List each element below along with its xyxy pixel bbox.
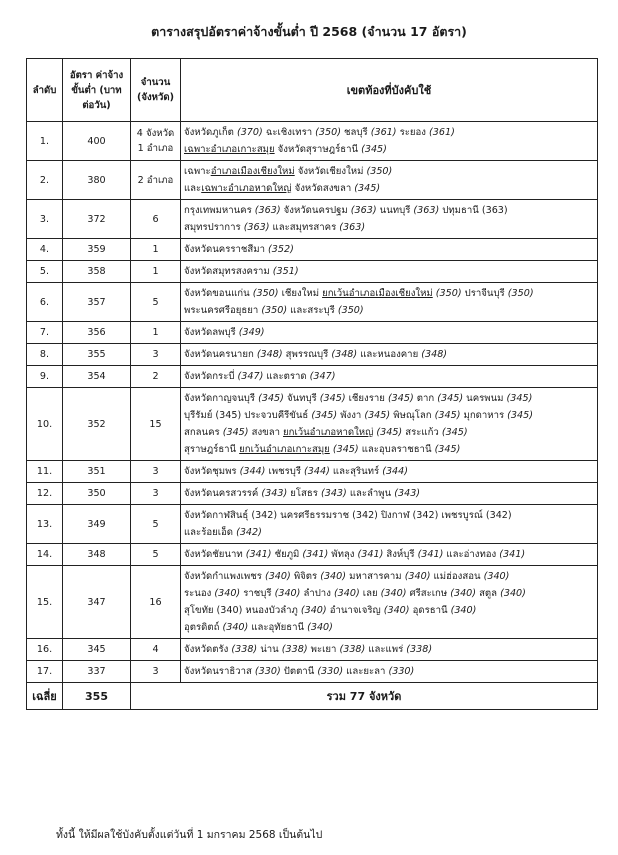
row-area	[181, 366, 598, 388]
area-text: ตาก	[413, 393, 438, 404]
area-line	[184, 302, 594, 319]
row-order: 8.	[27, 344, 63, 366]
area-text: อุดรธานี	[409, 605, 451, 616]
row-province-count: 3	[131, 483, 181, 505]
area-line	[184, 180, 594, 197]
old-rate-text: (345)	[376, 427, 403, 438]
row-order: 2.	[27, 161, 63, 200]
area-text: และอ่างทอง	[443, 549, 500, 560]
area-text: พระนครศรีอยุธยา	[184, 305, 262, 316]
area-text: ชัยภูมิ	[271, 549, 303, 560]
area-text: ระนอง	[184, 588, 215, 599]
row-area	[181, 483, 598, 505]
row-province-count: 2 อำเภอ	[131, 161, 181, 200]
area-text: ระยอง	[396, 127, 430, 138]
area-line	[184, 663, 594, 680]
old-rate-text: (363)	[243, 222, 270, 233]
row-area	[181, 461, 598, 483]
area-line	[184, 485, 594, 502]
row-area	[181, 661, 598, 683]
old-rate-text: (350)	[315, 127, 341, 138]
row-rate: 400	[63, 122, 131, 161]
area-text: พะเยา	[307, 644, 340, 655]
table-row	[27, 200, 598, 239]
area-text: สุราษฎร์ธานี	[184, 444, 240, 455]
area-text: สุโขทัย (340) หนองบัวลำภู	[184, 605, 301, 616]
old-rate-text: (350)	[366, 166, 393, 177]
old-rate-text: (340)	[274, 588, 301, 599]
old-rate-text: (345)	[364, 410, 391, 421]
row-order: 11.	[27, 461, 63, 483]
row-area	[181, 239, 598, 261]
area-text: จังหวัดเชียงใหม่	[294, 166, 367, 177]
old-rate-text: (341)	[499, 549, 526, 560]
area-text: สงขลา	[248, 427, 284, 438]
row-rate: 347	[63, 566, 131, 639]
old-rate-text: (345)	[441, 427, 468, 438]
area-text: ชลบุรี	[340, 127, 371, 138]
area-text: สระแก้ว	[402, 427, 442, 438]
row-province-count: 3	[131, 461, 181, 483]
old-rate-text: (343)	[320, 488, 347, 499]
area-text: จังหวัดกาฬสินธุ์ (342) นครศรีธรรมราช (342) ปิงกาฬ (342) เพชรบูรณ์ (342)	[184, 510, 512, 521]
area-text: จังหวัดสงขลา	[291, 183, 355, 194]
header-area: เขตท้องที่บังคับใช้	[181, 59, 598, 122]
area-line	[184, 124, 594, 141]
old-rate-text: (361)	[429, 127, 455, 138]
area-text: พิษณุโลก	[390, 410, 435, 421]
row-province-count: 1	[131, 239, 181, 261]
area-text: จังหวัดกำแพงเพชร	[184, 571, 265, 582]
area-text: และสมุทรสาคร	[269, 222, 340, 233]
area-text: เพชรบุรี	[265, 466, 305, 477]
old-rate-text: (340)	[483, 571, 510, 582]
old-rate-text: (345)	[507, 410, 533, 421]
old-rate-text: (345)	[354, 183, 381, 194]
old-rate-text: (342)	[236, 527, 262, 538]
area-text: สกลนคร	[184, 427, 223, 438]
table-header	[27, 59, 598, 122]
row-area	[181, 283, 598, 322]
area-exception-text: ยกเว้นอำเภอหาดใหญ่	[283, 427, 374, 438]
old-rate-text: (361)	[370, 127, 397, 138]
row-area	[181, 566, 598, 639]
old-rate-text: (340)	[222, 622, 249, 633]
area-text: จังหวัดนครราชสีมา	[184, 244, 269, 255]
area-line	[184, 346, 594, 363]
area-text: อำนาจเจริญ	[326, 605, 384, 616]
old-rate-text: (363)	[254, 205, 281, 216]
row-order: 4.	[27, 239, 63, 261]
old-rate-text: (340)	[264, 571, 291, 582]
row-rate: 354	[63, 366, 131, 388]
old-rate-text: (340)	[450, 588, 477, 599]
old-rate-text: (340)	[214, 588, 241, 599]
area-line	[184, 407, 594, 424]
table-row	[27, 461, 598, 483]
footer-label: เฉลี่ย	[27, 683, 63, 710]
area-text: พัทลุง	[328, 549, 358, 560]
header-order: ลำดับ	[27, 59, 63, 122]
row-province-count: 16	[131, 566, 181, 639]
area-line	[184, 368, 594, 385]
old-rate-text: (345)	[437, 393, 464, 404]
old-rate-text: (330)	[388, 666, 415, 677]
table-row	[27, 122, 598, 161]
area-text: สุพรรณบุรี	[282, 349, 332, 360]
table-row	[27, 261, 598, 283]
area-exception-text: ยกเว้นอำเภอเมืองเชียงใหม่	[322, 288, 433, 299]
old-rate-text: (343)	[261, 488, 288, 499]
area-text: จังหวัดนครนายก	[184, 349, 257, 360]
old-rate-text: (338)	[339, 644, 366, 655]
area-text: จังหวัดชุมพร	[184, 466, 240, 477]
old-rate-text: (345)	[332, 444, 359, 455]
area-text: น่าน	[257, 644, 282, 655]
area-text: พิจิตร	[290, 571, 321, 582]
area-line	[184, 463, 594, 480]
table-row	[27, 505, 598, 544]
row-order: 12.	[27, 483, 63, 505]
old-rate-text: (347)	[237, 371, 264, 382]
effective-date-note: ทั้งนี้ ให้มีผลใช้บังคับตั้งแต่วันที่ 1 มกราคม 2568 เป็นต้นไป	[56, 829, 323, 841]
old-rate-text: (330)	[317, 666, 344, 677]
old-rate-text: (341)	[302, 549, 329, 560]
area-text: บุรีรัมย์ (345) ประจวบคีรีขันธ์	[184, 410, 312, 421]
area-exception-text: เฉพาะอำเภอเกาะสมุย	[184, 144, 275, 155]
row-order: 7.	[27, 322, 63, 344]
old-rate-text: (340)	[320, 571, 347, 582]
row-area	[181, 261, 598, 283]
area-text: ปราจีนบุรี	[461, 288, 508, 299]
old-rate-text: (344)	[239, 466, 266, 477]
old-rate-text: (338)	[281, 644, 308, 655]
area-text: ราชบุรี	[240, 588, 275, 599]
area-text: และ	[184, 183, 202, 194]
old-rate-text: (345)	[434, 410, 461, 421]
area-text: มุกดาหาร	[460, 410, 508, 421]
old-rate-text: (350)	[507, 288, 534, 299]
row-order: 3.	[27, 200, 63, 239]
area-line	[184, 568, 594, 585]
area-line	[184, 619, 594, 636]
area-text: ปัตตานี	[280, 666, 318, 677]
header-count: จำนวน (จังหวัด)	[131, 59, 181, 122]
area-text: สิงห์บุรี	[383, 549, 418, 560]
area-text: จังหวัดนครสวรรค์	[184, 488, 262, 499]
old-rate-text: (350)	[261, 305, 288, 316]
area-exception-text: เฉพาะอำเภอหาดใหญ่	[201, 183, 292, 194]
old-rate-text: (345)	[387, 393, 414, 404]
area-text: มหาสารคาม	[346, 571, 405, 582]
old-rate-text: (340)	[404, 571, 431, 582]
header-rate: อัตรา ค่าจ้างขั้นต่ำ (บาทต่อวัน)	[63, 59, 131, 122]
footer-total: รวม 77 จังหวัด	[131, 683, 598, 710]
area-text: แม่ฮ่องสอน	[430, 571, 484, 582]
old-rate-text: (349)	[238, 327, 265, 338]
area-exception-text: อำเภอเมืองเชียงใหม่	[210, 166, 295, 177]
row-province-count: 1	[131, 322, 181, 344]
old-rate-text: (345)	[361, 144, 387, 155]
area-text: จันทบุรี	[283, 393, 320, 404]
area-text: และอุทัยธานี	[248, 622, 308, 633]
row-rate: 351	[63, 461, 131, 483]
old-rate-text: (345)	[222, 427, 249, 438]
area-text: อุตรดิตถ์	[184, 622, 223, 633]
row-area	[181, 161, 598, 200]
area-line	[184, 263, 594, 280]
old-rate-text: (363)	[413, 205, 440, 216]
area-text: จังหวัดภูเก็ต	[184, 127, 237, 138]
old-rate-text: (343)	[394, 488, 421, 499]
area-text: จังหวัดขอนแก่น	[184, 288, 253, 299]
row-order: 10.	[27, 388, 63, 461]
area-text: จังหวัดสมุทรสงคราม	[184, 266, 273, 277]
row-province-count: 5	[131, 283, 181, 322]
row-rate: 352	[63, 388, 131, 461]
old-rate-text: (345)	[434, 444, 461, 455]
row-province-count: 5	[131, 544, 181, 566]
old-rate-text: (338)	[231, 644, 258, 655]
area-line	[184, 585, 594, 602]
area-text: และสระบุรี	[287, 305, 338, 316]
area-line	[184, 524, 594, 541]
table-row	[27, 483, 598, 505]
area-text: พังงา	[337, 410, 365, 421]
area-text: สตูล	[476, 588, 501, 599]
area-text: กรุงเทพมหานคร	[184, 205, 255, 216]
old-rate-text: (344)	[382, 466, 409, 477]
old-rate-text: (341)	[357, 549, 384, 560]
row-area	[181, 505, 598, 544]
old-rate-text: (345)	[311, 410, 338, 421]
row-province-count: 5	[131, 505, 181, 544]
row-area	[181, 200, 598, 239]
table-footer-row	[27, 683, 598, 710]
row-province-count: 3	[131, 661, 181, 683]
row-province-count: 4	[131, 639, 181, 661]
old-rate-text: (338)	[406, 644, 433, 655]
row-area	[181, 388, 598, 461]
row-province-count: 3	[131, 344, 181, 366]
area-text: และลำพูน	[346, 488, 395, 499]
row-order: 13.	[27, 505, 63, 544]
area-text: และร้อยเอ็ด	[184, 527, 237, 538]
row-rate: 356	[63, 322, 131, 344]
area-text: จังหวัดสุราษฎร์ธานี	[274, 144, 362, 155]
row-province-count: 15	[131, 388, 181, 461]
area-line	[184, 641, 594, 658]
area-line	[184, 163, 594, 180]
area-text: และแพร่	[365, 644, 407, 655]
table-row	[27, 366, 598, 388]
old-rate-text: (340)	[383, 605, 410, 616]
row-order: 9.	[27, 366, 63, 388]
area-text: และหนองคาย	[357, 349, 422, 360]
area-text: เชียงราย	[345, 393, 388, 404]
area-text: ศรีสะเกษ	[406, 588, 451, 599]
table-row	[27, 283, 598, 322]
area-text: จังหวัดนราธิวาส	[184, 666, 255, 677]
area-text: นนทบุรี	[376, 205, 414, 216]
area-text: และอุบลราชธานี	[358, 444, 435, 455]
old-rate-text: (340)	[333, 588, 360, 599]
area-text: และตราด	[263, 371, 310, 382]
old-rate-text: (340)	[380, 588, 407, 599]
old-rate-text: (341)	[417, 549, 444, 560]
area-line	[184, 285, 594, 302]
area-line	[184, 141, 594, 158]
old-rate-text: (350)	[252, 288, 279, 299]
row-rate: 348	[63, 544, 131, 566]
table-row	[27, 322, 598, 344]
table-row	[27, 344, 598, 366]
area-text: และสุรินทร์	[329, 466, 383, 477]
row-order: 6.	[27, 283, 63, 322]
old-rate-text: (345)	[506, 393, 533, 404]
area-line	[184, 507, 594, 524]
page-title: ตารางสรุปอัตราค่าจ้างขั้นต่ำ ปี 2568 (จำนวน 17 อัตรา)	[151, 24, 467, 39]
old-rate-text: (363)	[339, 222, 366, 233]
minimum-wage-table	[26, 58, 598, 710]
area-text: ปทุมธานี (363)	[439, 205, 508, 216]
old-rate-text: (351)	[272, 266, 299, 277]
row-province-count: 4 จังหวัด 1 อำเภอ	[131, 122, 181, 161]
row-rate: 337	[63, 661, 131, 683]
old-rate-text: (350)	[435, 288, 462, 299]
row-area	[181, 322, 598, 344]
old-rate-text: (348)	[331, 349, 358, 360]
old-rate-text: (347)	[309, 371, 336, 382]
row-rate: 355	[63, 344, 131, 366]
old-rate-text: (340)	[307, 622, 333, 633]
row-area	[181, 344, 598, 366]
area-line	[184, 241, 594, 258]
area-text: จังหวัดกาญจนบุรี	[184, 393, 259, 404]
area-text: นครพนม	[463, 393, 507, 404]
row-province-count: 6	[131, 200, 181, 239]
row-order: 1.	[27, 122, 63, 161]
row-rate: 372	[63, 200, 131, 239]
area-text: ฉะเชิงเทรา	[262, 127, 316, 138]
area-line	[184, 202, 594, 219]
row-rate: 359	[63, 239, 131, 261]
area-text: เชียงใหม่	[278, 288, 323, 299]
area-line	[184, 390, 594, 407]
area-text: ลำปาง	[300, 588, 334, 599]
table-row	[27, 566, 598, 639]
old-rate-text: (348)	[256, 349, 283, 360]
area-exception-text: ยกเว้นอำเภอเกาะสมุย	[239, 444, 330, 455]
old-rate-text: (341)	[245, 549, 272, 560]
row-rate: 380	[63, 161, 131, 200]
area-line	[184, 424, 594, 441]
old-rate-text: (370)	[236, 127, 263, 138]
row-order: 15.	[27, 566, 63, 639]
area-text: จังหวัดนครปฐม	[280, 205, 351, 216]
area-text: และยะลา	[343, 666, 389, 677]
old-rate-text: (363)	[350, 205, 377, 216]
old-rate-text: (348)	[421, 349, 448, 360]
area-text: จังหวัดตรัง	[184, 644, 232, 655]
old-rate-text: (340)	[300, 605, 327, 616]
footer-average-rate: 355	[63, 683, 131, 710]
table-row	[27, 161, 598, 200]
old-rate-text: (330)	[254, 666, 281, 677]
area-line	[184, 441, 594, 458]
table-row	[27, 661, 598, 683]
old-rate-text: (340)	[500, 588, 526, 599]
table-row	[27, 544, 598, 566]
row-rate: 350	[63, 483, 131, 505]
row-area	[181, 544, 598, 566]
row-order: 16.	[27, 639, 63, 661]
area-text: ยโสธร	[287, 488, 321, 499]
old-rate-text: (350)	[337, 305, 364, 316]
table-row	[27, 239, 598, 261]
area-line	[184, 219, 594, 236]
area-text: สมุทรปราการ	[184, 222, 244, 233]
area-text: จังหวัดกระบี่	[184, 371, 238, 382]
row-rate: 349	[63, 505, 131, 544]
area-text: เลย	[359, 588, 381, 599]
row-rate: 358	[63, 261, 131, 283]
table-row	[27, 639, 598, 661]
row-province-count: 2	[131, 366, 181, 388]
area-text: จังหวัดลพบุรี	[184, 327, 239, 338]
old-rate-text: (344)	[304, 466, 330, 477]
old-rate-text: (345)	[319, 393, 346, 404]
old-rate-text: (345)	[258, 393, 284, 404]
area-line	[184, 602, 594, 619]
old-rate-text: (340)	[450, 605, 477, 616]
area-text: จังหวัดชัยนาท	[184, 549, 246, 560]
table-body	[27, 122, 598, 683]
area-line	[184, 324, 594, 341]
row-rate: 357	[63, 283, 131, 322]
area-line	[184, 546, 594, 563]
row-order: 17.	[27, 661, 63, 683]
row-area	[181, 122, 598, 161]
old-rate-text: (352)	[268, 244, 294, 255]
row-order: 14.	[27, 544, 63, 566]
row-area	[181, 639, 598, 661]
row-rate: 345	[63, 639, 131, 661]
row-province-count: 1	[131, 261, 181, 283]
table-row	[27, 388, 598, 461]
area-text: เฉพาะ	[184, 166, 211, 177]
row-order: 5.	[27, 261, 63, 283]
